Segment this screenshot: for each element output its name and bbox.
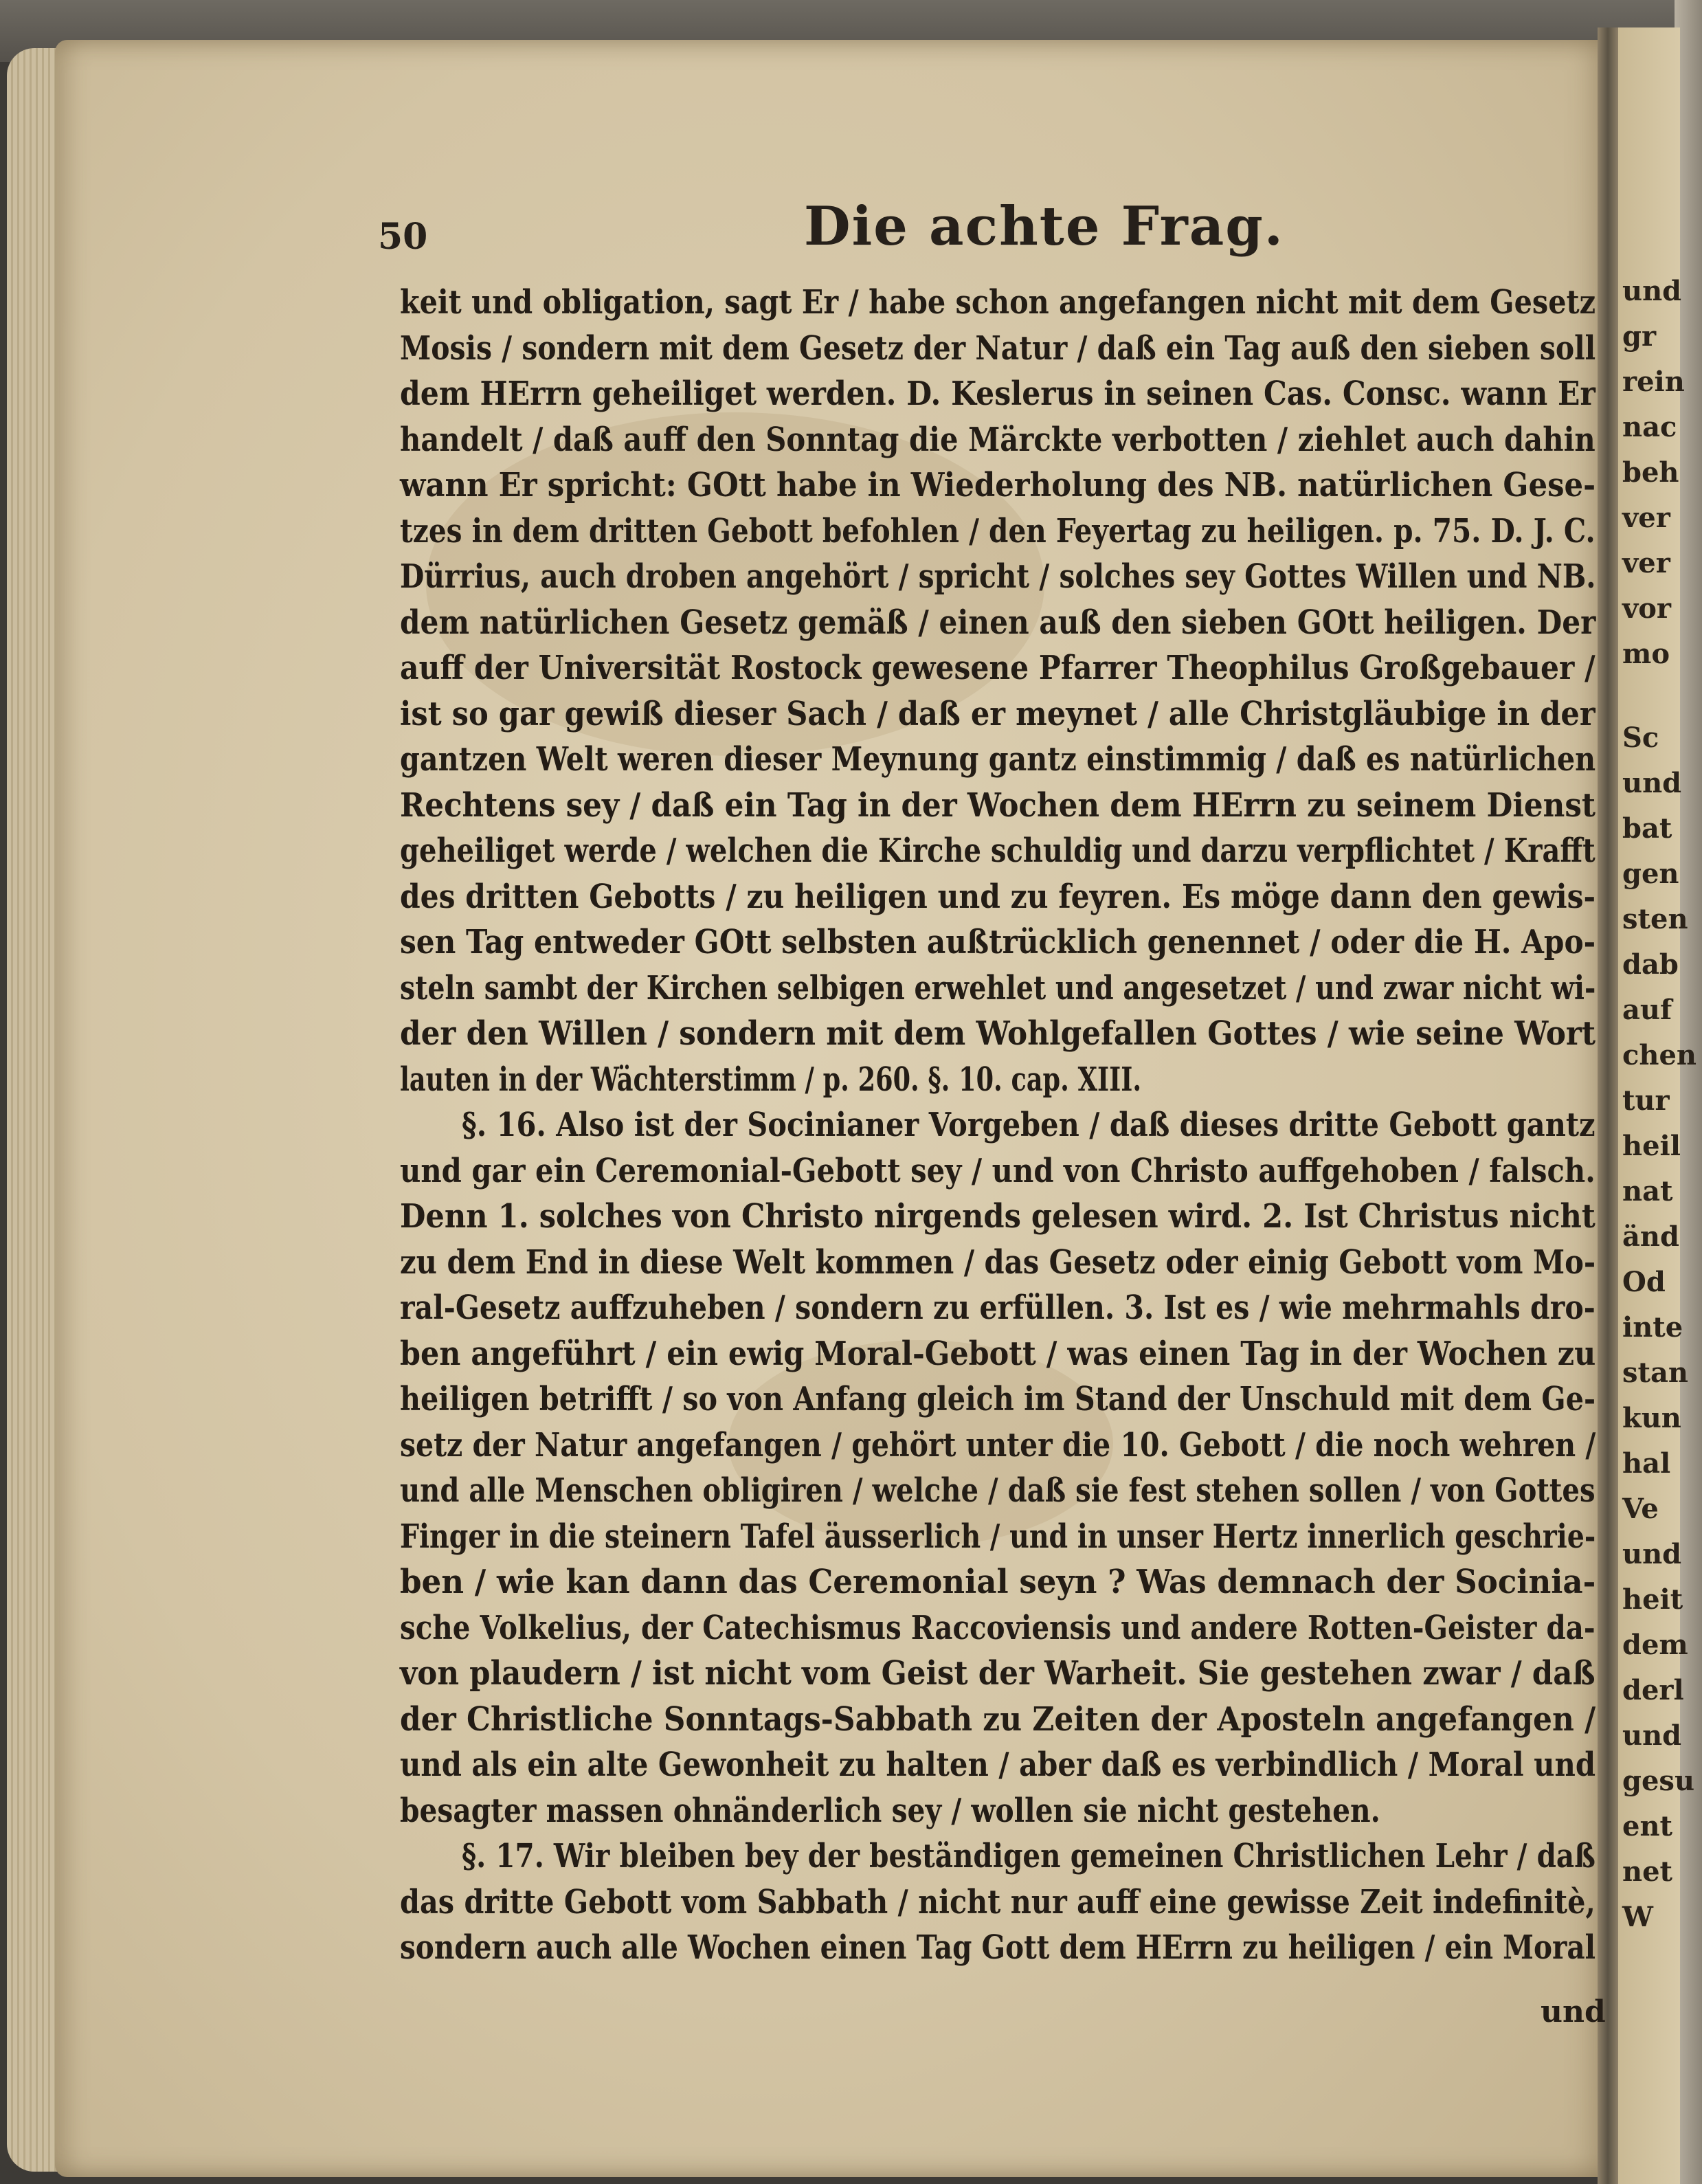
text-line: setz der Natur angefangen / gehört unter die 10. Gebott / die noch wehren / (400, 1425, 1596, 1464)
facing-page-fragment: tur (1622, 1084, 1670, 1117)
facing-page-fragment: hal (1622, 1447, 1671, 1480)
text-line: sen Tag entweder GOtt selbsten außtrücklich genennet / oder die H. Apo- (400, 923, 1596, 961)
text-line: dem natürlichen Gesetz gemäß / einen auß den sieben GOtt heiligen. Der (400, 603, 1596, 642)
facing-page-fragment: mo (1622, 638, 1670, 670)
facing-page-fragment: Sc (1622, 722, 1659, 754)
facing-page-fragment: nac (1622, 411, 1677, 443)
text-line: Rechtens sey / daß ein Tag in der Wochen dem HErrn zu seinem Dienst (400, 785, 1596, 825)
catchword: und (1541, 1994, 1606, 2029)
text-line: besagter massen ohnänderlich sey / wollen sie nicht gestehen. (400, 1791, 1380, 1830)
text-line: heiligen betrifft / so von Anfang gleich im Stand der Unschuld mit dem Ge- (400, 1380, 1596, 1418)
facing-page-fragment: inte (1622, 1311, 1683, 1344)
facing-page-fragment: ver (1622, 547, 1670, 579)
text-line: §. 17. Wir bleiben bey der beständigen gemeinen Christlichen Lehr / daß (462, 1837, 1595, 1875)
facing-page-fragment: änd (1622, 1221, 1679, 1253)
book-gutter (1598, 27, 1618, 2184)
text-line: tzes in dem dritten Gebott befohlen / den Feyertag zu heiligen. p. 75. D. J. C. (400, 511, 1595, 550)
running-head-title: Die achte Frag. (804, 195, 1284, 258)
text-line: ben angeführt / ein ewig Moral-Gebott / was einen Tag in der Wochen zu (400, 1334, 1596, 1373)
facing-page-fragment: bat (1622, 812, 1672, 845)
facing-page-fragment: Ve (1622, 1493, 1659, 1525)
text-line: Denn 1. solches von Christo nirgends gelesen wird. 2. Ist Christus nicht (400, 1197, 1595, 1236)
facing-page-fragment: und (1622, 1719, 1682, 1752)
text-line: sondern auch alle Wochen einen Tag Gott dem HErrn zu heiligen / ein Moral (400, 1928, 1596, 1967)
text-line: Dürrius, auch droben angehört / spricht / solches sey Gottes Willen und NB. (400, 557, 1596, 596)
text-line: wann Er spricht: GOtt habe in Wiederholung des NB. natürlichen Gese- (400, 466, 1596, 504)
text-line: geheiliget werde / welchen die Kirche schuldig und darzu verpflichtet / Krafft (400, 832, 1595, 870)
text-line: und alle Menschen obligiren / welche / daß sie fest stehen sollen / von Gottes (400, 1471, 1595, 1510)
facing-page-fragment: und (1622, 275, 1682, 307)
facing-page-fragment: Od (1622, 1266, 1666, 1298)
facing-page-fragment: auf (1622, 994, 1672, 1026)
facing-page-fragment: ver (1622, 502, 1670, 534)
page-number: 50 (378, 216, 428, 258)
facing-page-fragment: W (1622, 1901, 1653, 1933)
facing-page-fragment: rein (1622, 366, 1685, 398)
facing-page-fragment: und (1622, 767, 1682, 799)
text-line: dem HErrn geheiliget werden. D. Keslerus in seinen Cas. Consc. wann Er (400, 375, 1595, 413)
text-line: Finger in die steinern Tafel äusserlich / und in unser Hertz innerlich geschrie- (400, 1517, 1596, 1556)
facing-page-fragment: gesu (1622, 1765, 1695, 1797)
facing-page-fragment: heil (1622, 1130, 1681, 1162)
text-line: ben / wie kan dann das Ceremonial seyn ? Was demnach der Socinia- (400, 1563, 1596, 1601)
text-line: das dritte Gebott vom Sabbath / nicht nur auff eine gewisse Zeit indefinitè, (400, 1882, 1595, 1921)
facing-page-fragment: sten (1622, 903, 1688, 935)
facing-page-edge (1618, 27, 1697, 2184)
text-line: gantzen Welt weren dieser Meynung gantz einstimmig / daß es natürlichen (400, 740, 1596, 779)
facing-page-fragment: kun (1622, 1402, 1681, 1434)
text-line: ist so gar gewiß dieser Sach / daß er meynet / alle Christgläubige in der (400, 694, 1595, 733)
text-line: auff der Universität Rostock gewesene Pfarrer Theophilus Großgebauer / (400, 649, 1595, 687)
facing-page-fragment: dem (1622, 1629, 1688, 1661)
text-line: Mosis / sondern mit dem Gesetz der Natur / daß ein Tag auß den sieben soll (400, 328, 1596, 368)
text-line: zu dem End in diese Welt kommen / das Gesetz oder einig Gebott vom Mo- (400, 1243, 1596, 1282)
text-line: von plaudern / ist nicht vom Geist der Warheit. Sie gestehen zwar / daß (400, 1654, 1595, 1693)
facing-page-fragment: ent (1622, 1810, 1673, 1842)
facing-page-fragment: und (1622, 1538, 1682, 1570)
facing-page-fragment: gen (1622, 858, 1679, 890)
text-line: handelt / daß auff den Sonntag die Märckte verbotten / ziehlet auch dahin (400, 420, 1595, 459)
text-line: und als ein alte Gewonheit zu halten / aber daß es verbindlich / Moral und (400, 1746, 1596, 1784)
text-line: sche Volkelius, der Catechismus Raccoviensis und andere Rotten-Geister da- (400, 1608, 1595, 1647)
text-line: lauten in der Wächterstimm / p. 260. §. 10. cap. XIII. (400, 1060, 1142, 1099)
facing-page-fragment: stan (1622, 1357, 1688, 1389)
facing-page-fragment: nat (1622, 1175, 1673, 1207)
facing-page-fragment: dab (1622, 948, 1679, 981)
facing-page-fragment: chen (1622, 1039, 1697, 1071)
text-line: und gar ein Ceremonial-Gebott sey / und von Christo auffgehoben / falsch. (400, 1151, 1595, 1190)
text-line: §. 16. Also ist der Socinianer Vorgeben / daß dieses dritte Gebott gantz (462, 1106, 1595, 1144)
text-line: steln sambt der Kirchen selbigen erwehlet und angesetzet / und zwar nicht wi- (400, 968, 1596, 1007)
text-line: des dritten Gebotts / zu heiligen und zu feyren. Es möge dann den gewis- (400, 877, 1596, 916)
facing-page-fragment: vor (1622, 592, 1671, 625)
text-line: der Christliche Sonntags-Sabbath zu Zeiten der Aposteln angefangen / (400, 1700, 1596, 1739)
facing-page-fragment: gr (1622, 320, 1657, 353)
facing-page-fragment: derl (1622, 1674, 1684, 1706)
text-line: ral-Gesetz auffzuheben / sondern zu erfüllen. 3. Ist es / wie mehrmahls dro- (400, 1289, 1595, 1327)
text-line: keit und obligation, sagt Er / habe schon angefangen nicht mit dem Gesetz (400, 283, 1596, 322)
text-line: der den Willen / sondern mit dem Wohlgefallen Gottes / wie seine Wort (400, 1014, 1596, 1053)
facing-page-fragment: net (1622, 1856, 1673, 1888)
facing-page-fragment: beh (1622, 456, 1679, 489)
facing-page-fragment: heit (1622, 1583, 1683, 1616)
